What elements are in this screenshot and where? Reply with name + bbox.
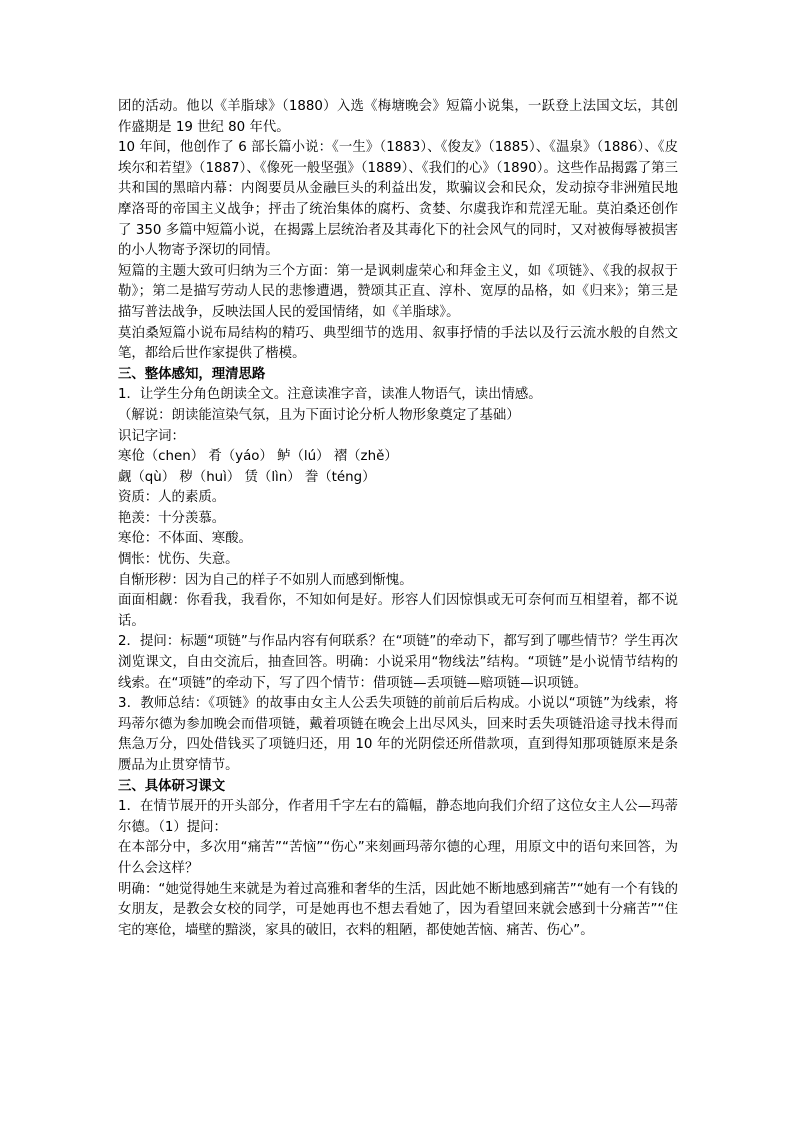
paragraph: 识记字词：	[118, 428, 185, 444]
paragraph: 团的活动。他以《羊脂球》（1880）入选《梅塘晚会》短篇小说集，一跃登上法国文坛，其创作盛期是 19 世纪 80 年代。	[118, 99, 678, 135]
vocab-pinyin-line: 寒伧（chen） 肴（yáo） 鲈（lú） 褶（zhě）	[118, 449, 398, 465]
paragraph: 1．在情节展开的开头部分，作者用千字左右的篇幅，静态地向我们介绍了这位女主人公—玛蒂尔德。（1）提问：	[118, 799, 678, 835]
paragraph: 明确：“她觉得她生来就是为着过高雅和奢华的生活，因此她不断地感到痛苦”“她有一个有钱的女朋友，是教会女校的同学，可是她再也不想去看她了，因为看望回来就会感到十分痛苦”“住宅的寒伧，墙壁的黯淡，家具的破旧，衣料的粗陋，都使她苦恼、痛苦、伤心”。	[118, 881, 678, 938]
paragraph: 1．让学生分角色朗读全文。注意读准字音，读准人物语气，读出情感。	[118, 387, 542, 403]
paragraph: 3．教师总结：《项链》的故事由女主人公丢失项链的前前后后构成。小说以“项链”为线索，将玛蒂尔德为参加晚会而借项链，戴着项链在晚会上出尽风头，回来时丢失项链沿途寻找未得而焦急万分，四处借钱买了项链归还，用 10 年的光阴偿还所借款项，直到得知那项链原来是条赝品为止贯穿情节。	[118, 696, 678, 773]
section-heading: 三、整体感知，理清思路	[118, 366, 266, 382]
vocab-definition: 面面相觑：你看我，我看你，不知如何是好。形容人们因惊惧或无可奈何而互相望着，都不说话。	[118, 593, 678, 629]
paragraph: 莫泊桑短篇小说布局结构的精巧、典型细节的选用、叙事抒情的手法以及行云流水般的自然文笔，都给后世作家提供了楷模。	[118, 325, 678, 362]
paragraph: 10 年间，他创作了 6 部长篇小说：《一生》（1883）、《俊友》（1885）、《温泉》（1886）、《皮埃尔和若望》（1887）、《像死一般坚强》（1889）、《我们的心》（1890）。这些作品揭露了第三共和国的黑暗内幕：内阁要员从金融巨头的利益出发，欺骗议会和民众，发动掠夺非洲殖民地摩洛哥的帝国主义战争；抨击了统治集体的腐朽、贪婪、尔虞我诈和荒淫无耻。莫泊桑还创作了 350 多篇中短篇小说，在揭露上层统治者及其毒化下的社会风气的同时，又对被侮辱被损害的小人物寄予深切的同情。	[118, 140, 678, 259]
vocab-definition: 惆怅：忧伤、失意。	[118, 552, 239, 568]
paragraph: 短篇的主题大致可归纳为三个方面：第一是讽刺虚荣心和拜金主义，如《项链》、《我的叔叔于勒》；第二是描写劳动人民的悲惨遭遇，赞颂其正直、淳朴、宽厚的品格，如《归来》；第三是描写普法战争，反映法国人民的爱国情绪，如《羊脂球》。	[118, 263, 678, 320]
vocab-definition: 资质：人的素质。	[118, 490, 226, 506]
paragraph: 2．提问：标题“项链”与作品内容有何联系？在“项链”的牵动下，都写到了哪些情节？学生再次浏览课文，自由交流后，抽查回答。明确：小说采用“物线法”结构。“项链”是小说情节结构的线索。在“项链”的牵动下，写了四个情节：借项链—丢项链—赔项链—识项链。	[118, 634, 678, 691]
document-body	[118, 97, 678, 941]
vocab-pinyin-line: 觑（qù） 秽（huì） 赁（lìn） 誊（téng）	[118, 469, 376, 485]
section-heading: 三、具体研习课文	[118, 778, 226, 794]
vocab-definition: 自惭形秽：因为自己的样子不如别人而感到惭愧。	[118, 572, 413, 588]
paragraph: （解说：朗读能渲染气氛，且为下面讨论分析人物形象奠定了基础）	[118, 407, 520, 423]
vocab-definition: 寒伧：不体面、寒酸。	[118, 531, 252, 547]
vocab-definition: 艳羡：十分羡慕。	[118, 510, 226, 526]
paragraph: 在本部分中，多次用“痛苦”“苦恼”“伤心”来刻画玛蒂尔德的心理，用原文中的语句来回答，为什么会这样？	[118, 840, 678, 876]
